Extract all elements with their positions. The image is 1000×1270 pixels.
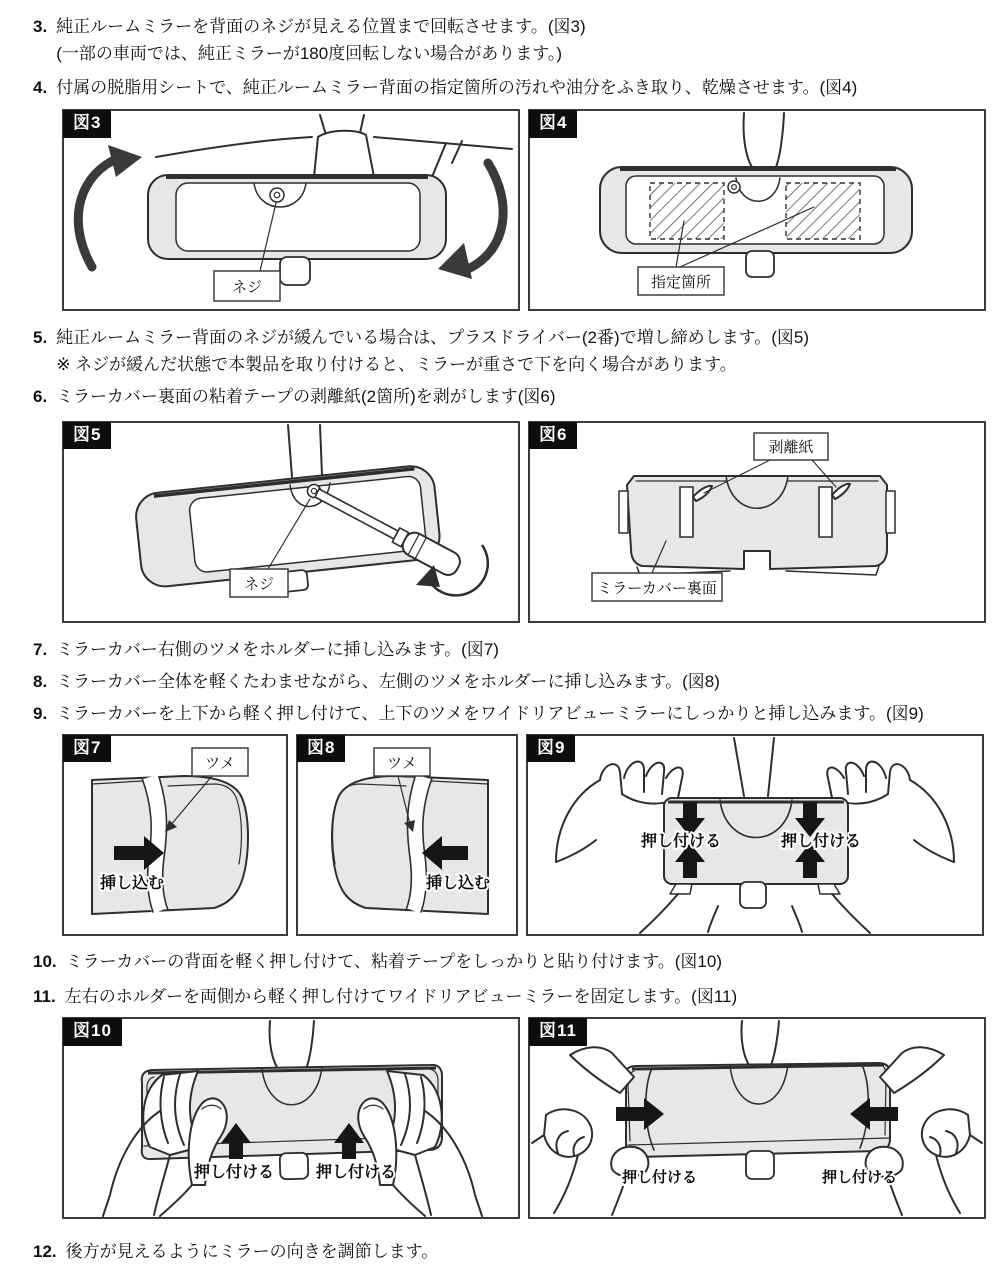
mirror-clean-areas-illustration bbox=[530, 111, 984, 309]
step-7 bbox=[33, 639, 986, 661]
insert-action-label: 挿し込む bbox=[100, 874, 165, 892]
screw-callout-label: ネジ bbox=[243, 575, 275, 593]
figure-label: 図4 bbox=[529, 110, 577, 138]
rotate-arrow-left-icon bbox=[78, 145, 142, 267]
figure-label: 図11 bbox=[529, 1018, 587, 1046]
screw-tighten-illustration bbox=[64, 423, 518, 621]
step-5 bbox=[33, 327, 986, 376]
figure-row-2 bbox=[62, 421, 986, 623]
figure-label: 図8 bbox=[297, 735, 345, 763]
screw bbox=[728, 181, 740, 193]
step-number: 5. bbox=[33, 328, 48, 348]
cover-body bbox=[619, 476, 895, 575]
step-number: 3. bbox=[33, 17, 48, 36]
step-text: 純正ルームミラー背面のネジが緩んでいる場合は、プラスドライバー(2番)で増し締めします。(図5) bbox=[56, 328, 810, 348]
step-text: ミラーカバーを上下から軽く押し付けて、上下のツメをワイドリアビューミラーにしっかりと挿し込みます。(図9) bbox=[56, 703, 924, 723]
figure-label: 図10 bbox=[63, 1018, 122, 1046]
figure-5 bbox=[62, 421, 520, 623]
figure-label: 図9 bbox=[527, 735, 575, 763]
figure-label: 図3 bbox=[63, 110, 111, 138]
screw bbox=[270, 188, 284, 202]
step-4 bbox=[33, 77, 986, 99]
figure-label: 図5 bbox=[63, 422, 111, 450]
figure-6 bbox=[528, 421, 986, 623]
step-text: ミラーカバーの背面を軽く押し付けて、粘着テープをしっかりと貼り付けます。(図10) bbox=[65, 951, 722, 971]
step-8 bbox=[33, 671, 986, 693]
figure-8 bbox=[296, 734, 518, 936]
figure-row-3 bbox=[62, 734, 986, 936]
step-number: 6. bbox=[33, 387, 48, 407]
press-action-label-right: 押し付ける bbox=[781, 832, 862, 850]
step-number: 7. bbox=[33, 639, 48, 659]
mirror-stalk bbox=[270, 1021, 314, 1069]
mirror-housing bbox=[148, 175, 446, 285]
mirror-body bbox=[626, 1063, 890, 1179]
figure-label: 図6 bbox=[529, 422, 577, 450]
tab-callout-label: ツメ bbox=[387, 754, 417, 772]
release-paper-label: 剥離紙 bbox=[768, 438, 814, 456]
cover-corner bbox=[332, 776, 491, 914]
step-12 bbox=[33, 1241, 986, 1263]
press-action-label-left: 押し付ける bbox=[622, 1169, 698, 1187]
figure-3 bbox=[62, 109, 520, 311]
figure-11 bbox=[528, 1017, 986, 1219]
figure-row-4 bbox=[62, 1017, 986, 1219]
press-action-label-right: 押し付ける bbox=[822, 1169, 898, 1187]
step-number: 10. bbox=[33, 951, 57, 971]
area-callout-label: 指定箇所 bbox=[650, 274, 712, 292]
rotate-arrow-right-icon bbox=[438, 163, 503, 279]
mirror-stalk bbox=[288, 425, 322, 477]
screw-callout-label: ネジ bbox=[231, 279, 263, 297]
step-note: ※ ネジが緩んだ状態で本製品を取り付けると、ミラーが重さで下を向く場合があります。 bbox=[56, 355, 737, 375]
step-6 bbox=[33, 386, 986, 408]
step-number: 12. bbox=[33, 1242, 57, 1262]
step-11 bbox=[33, 986, 986, 1008]
step-text: ミラーカバー右側のツメをホルダーに挿し込みます。(図7) bbox=[56, 639, 499, 659]
mirror-housing bbox=[600, 167, 912, 277]
tab-callout-label: ツメ bbox=[205, 754, 235, 772]
mirror-rotate-illustration bbox=[64, 111, 518, 309]
press-top-bottom-illustration bbox=[528, 736, 982, 934]
step-number: 9. bbox=[33, 703, 48, 723]
figure-7 bbox=[62, 734, 288, 936]
tab-insert-right-illustration bbox=[64, 736, 286, 934]
press-action-label-left: 押し付ける bbox=[641, 832, 722, 850]
step-note: (一部の車両では、純正ミラーが180度回転しない場合があります。) bbox=[56, 44, 563, 64]
cover-corner bbox=[92, 776, 248, 914]
press-action-label-right: 押し付ける bbox=[316, 1164, 397, 1182]
figure-4 bbox=[528, 109, 986, 311]
figure-9 bbox=[526, 734, 984, 936]
press-back-illustration bbox=[64, 1019, 518, 1217]
insert-action-label: 挿し込む bbox=[426, 874, 491, 892]
designated-area-left bbox=[650, 183, 724, 239]
step-text: 純正ルームミラーを背面のネジが見える位置まで回転させます。(図3) bbox=[56, 17, 586, 36]
step-text: 左右のホルダーを両側から軽く押し付けてワイドリアビューミラーを固定します。(図11) bbox=[64, 986, 738, 1006]
press-action-label-left: 押し付ける bbox=[194, 1164, 275, 1182]
step-9 bbox=[33, 703, 986, 725]
step-text: 付属の脱脂用シートで、純正ルームミラー背面の指定箇所の汚れや油分をふき取り、乾燥させます。(図4) bbox=[56, 78, 858, 98]
step-number: 8. bbox=[33, 671, 48, 691]
step-10 bbox=[33, 951, 986, 973]
designated-area-right bbox=[786, 183, 860, 239]
step-3 bbox=[33, 16, 986, 65]
cover-back-label: ミラーカバー裏面 bbox=[597, 579, 717, 597]
step-text: 後方が見えるようにミラーの向きを調節します。 bbox=[65, 1242, 439, 1262]
step-text: ミラーカバー裏面の粘着テープの剥離紙(2箇所)を剥がします(図6) bbox=[56, 387, 556, 407]
mirror-stalk bbox=[744, 113, 784, 167]
mirror-cover-back-illustration bbox=[530, 423, 984, 621]
step-text: ミラーカバー全体を軽くたわませながら、左側のツメをホルダーに挿し込みます。(図8) bbox=[56, 671, 720, 691]
tab-insert-left-illustration bbox=[298, 736, 516, 934]
mirror-mount bbox=[314, 131, 374, 177]
figure-label: 図7 bbox=[63, 735, 111, 763]
step-number: 11. bbox=[33, 986, 56, 1006]
mirror-stalk bbox=[741, 1021, 779, 1065]
figure-row-1 bbox=[62, 109, 986, 311]
mirror-stalk bbox=[734, 738, 774, 796]
figure-10 bbox=[62, 1017, 520, 1219]
step-number: 4. bbox=[33, 78, 48, 98]
press-sides-illustration bbox=[530, 1019, 984, 1217]
